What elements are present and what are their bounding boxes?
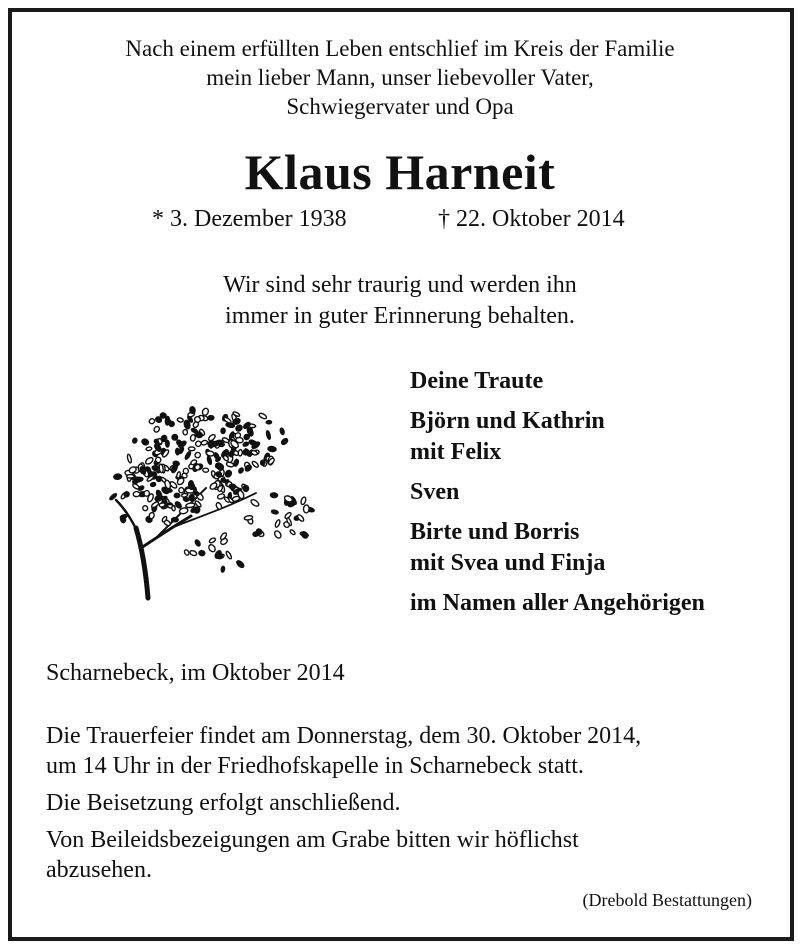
tree-leaf xyxy=(134,477,144,483)
tree-leaf xyxy=(271,509,279,514)
tree-leaf xyxy=(146,447,152,451)
tree-leaf xyxy=(300,496,306,505)
tree-leaf xyxy=(229,450,235,457)
tree-leaf xyxy=(201,407,209,416)
tree-leaf xyxy=(260,459,266,465)
notice-text xyxy=(46,714,746,892)
condolence-line-1: Von Beileidsbezeigungen am Grabe bitten wir höflichst xyxy=(46,827,579,853)
tree-leaf xyxy=(284,512,292,520)
tree-leaf xyxy=(266,430,271,439)
tree-leaf xyxy=(186,503,196,509)
tree-leaf xyxy=(184,549,190,556)
tree-leaf xyxy=(145,456,155,465)
tree-leaf xyxy=(221,428,226,434)
tree-leaf xyxy=(150,482,156,487)
tree-leaf xyxy=(159,464,164,473)
tree-leaf xyxy=(251,460,259,468)
tree-leaf xyxy=(208,543,217,552)
tree-leaf xyxy=(206,450,215,456)
tree-leaf xyxy=(142,505,149,512)
tree-leaf xyxy=(189,550,197,557)
tree-leaf xyxy=(274,519,280,528)
tree-leaf xyxy=(221,566,225,572)
family-group xyxy=(410,517,705,579)
tree-leaf xyxy=(296,514,304,522)
tree-icon xyxy=(96,388,326,603)
tree-leaf xyxy=(151,501,160,509)
tree-leaf xyxy=(114,474,122,480)
undertaker-credit: (Drebold Bestattungen) xyxy=(582,890,752,910)
tree-leaf xyxy=(175,448,179,455)
family-group xyxy=(410,406,705,468)
tree-leaf xyxy=(148,418,155,425)
tree-leaf xyxy=(172,434,178,440)
family-group xyxy=(410,477,705,508)
tree-leaf xyxy=(243,441,250,447)
tree-leaf xyxy=(201,440,208,446)
tree-leaf xyxy=(273,530,282,539)
tree-leaf xyxy=(191,428,198,433)
tree-leaf xyxy=(280,437,288,445)
tree-leaf xyxy=(217,464,224,471)
tree-leaf xyxy=(133,491,140,497)
tree-leaf xyxy=(243,485,249,491)
family-list xyxy=(410,366,705,628)
family-member: Deine Traute xyxy=(410,368,544,394)
funeral-line-1: Die Trauerfeier findet am Donnerstag, dem 30. Oktober 2014, xyxy=(46,723,642,749)
tree-leaf xyxy=(127,475,135,479)
tree-leaf xyxy=(235,424,244,432)
tree-leaf xyxy=(153,425,161,433)
tree-leaf xyxy=(216,472,222,477)
tree-leaf xyxy=(244,515,253,520)
tree-leaf xyxy=(207,456,212,465)
tree-leaf xyxy=(209,537,217,544)
sentiment-text xyxy=(0,270,800,332)
tree-leaf xyxy=(225,551,232,560)
tree-leaf xyxy=(184,451,191,460)
tree-leaf xyxy=(188,447,195,451)
burial-line: Die Beisetzung erfolgt anschließend. xyxy=(46,790,401,816)
tree-leaf xyxy=(148,512,155,519)
family-member: Sven xyxy=(410,479,460,505)
tree-leaf xyxy=(238,449,243,456)
birth-date: * 3. Dezember 1938 xyxy=(152,206,347,232)
intro-line-3: Schwiegervater und Opa xyxy=(286,94,514,119)
tree-leaf xyxy=(141,438,150,446)
family-group xyxy=(410,366,705,397)
tree-leaf xyxy=(208,415,214,420)
tree-leaf xyxy=(171,518,178,522)
tree-leaf xyxy=(165,488,173,493)
intro-text xyxy=(0,34,800,121)
tree-leaf xyxy=(215,502,222,511)
tree-leaf xyxy=(194,451,201,458)
tree-leaf xyxy=(243,450,249,455)
family-member: mit Svea und Finja xyxy=(410,550,606,576)
tree-leaf xyxy=(216,554,223,559)
tree-leaf xyxy=(120,516,126,523)
tree-leaf xyxy=(183,429,188,435)
family-group xyxy=(410,588,705,619)
tree-leaf xyxy=(236,560,245,569)
tree-leaf xyxy=(266,420,272,423)
tree-leaf xyxy=(171,506,175,512)
tree-leaf xyxy=(165,440,169,447)
tree-leaf xyxy=(268,446,277,452)
tree-leaf xyxy=(203,468,209,472)
condolence-line-2: abzusehen. xyxy=(46,857,152,883)
deceased-name: Klaus Harneit xyxy=(244,144,556,200)
place-date: Scharnebeck, im Oktober 2014 xyxy=(46,660,345,686)
tree-leaf xyxy=(280,428,285,435)
family-member: im Namen aller Angehörigen xyxy=(410,590,705,616)
tree-leaf xyxy=(223,416,232,423)
tree-leaf xyxy=(224,469,232,478)
funeral-line-2: um 14 Uhr in der Friedhofskapelle in Scharnebeck statt. xyxy=(46,753,584,779)
tree-leaf xyxy=(183,497,189,502)
tree-leaf xyxy=(270,493,278,498)
tree-leaf xyxy=(132,438,138,444)
tree-leaf xyxy=(195,440,202,447)
tree-leaf xyxy=(189,406,195,414)
tree-leaf xyxy=(301,531,309,540)
tree-leaf xyxy=(194,539,201,547)
tree-leaf xyxy=(289,529,296,535)
death-date: † 22. Oktober 2014 xyxy=(438,206,625,232)
intro-line-1: Nach einem erfüllten Leben entschlief im Kreis der Familie xyxy=(125,36,675,61)
sentiment-line-2: immer in guter Erinnerung behalten. xyxy=(225,303,575,329)
sentiment-line-1: Wir sind sehr traurig und werden ihn xyxy=(223,272,577,298)
tree-leaf xyxy=(159,502,165,507)
tree-leaf xyxy=(258,412,267,419)
tree-leaf xyxy=(170,464,178,474)
family-member: Birte und Borris xyxy=(410,519,580,545)
tree-leaf xyxy=(132,483,140,490)
tree-leaf xyxy=(250,498,260,507)
tree-leaf xyxy=(213,452,220,460)
tree-leaf xyxy=(174,493,180,498)
tree-leaf xyxy=(198,550,205,556)
tree-leaf xyxy=(127,454,132,463)
family-member: mit Felix xyxy=(410,439,502,465)
tree-leaf xyxy=(165,416,170,425)
family-member: Björn und Kathrin xyxy=(410,408,605,434)
tree-leaf xyxy=(238,467,244,474)
tree-leaf xyxy=(303,505,309,513)
intro-line-2: mein lieber Mann, unser liebevoller Vater, xyxy=(206,65,594,90)
tree-leaf xyxy=(177,417,184,422)
